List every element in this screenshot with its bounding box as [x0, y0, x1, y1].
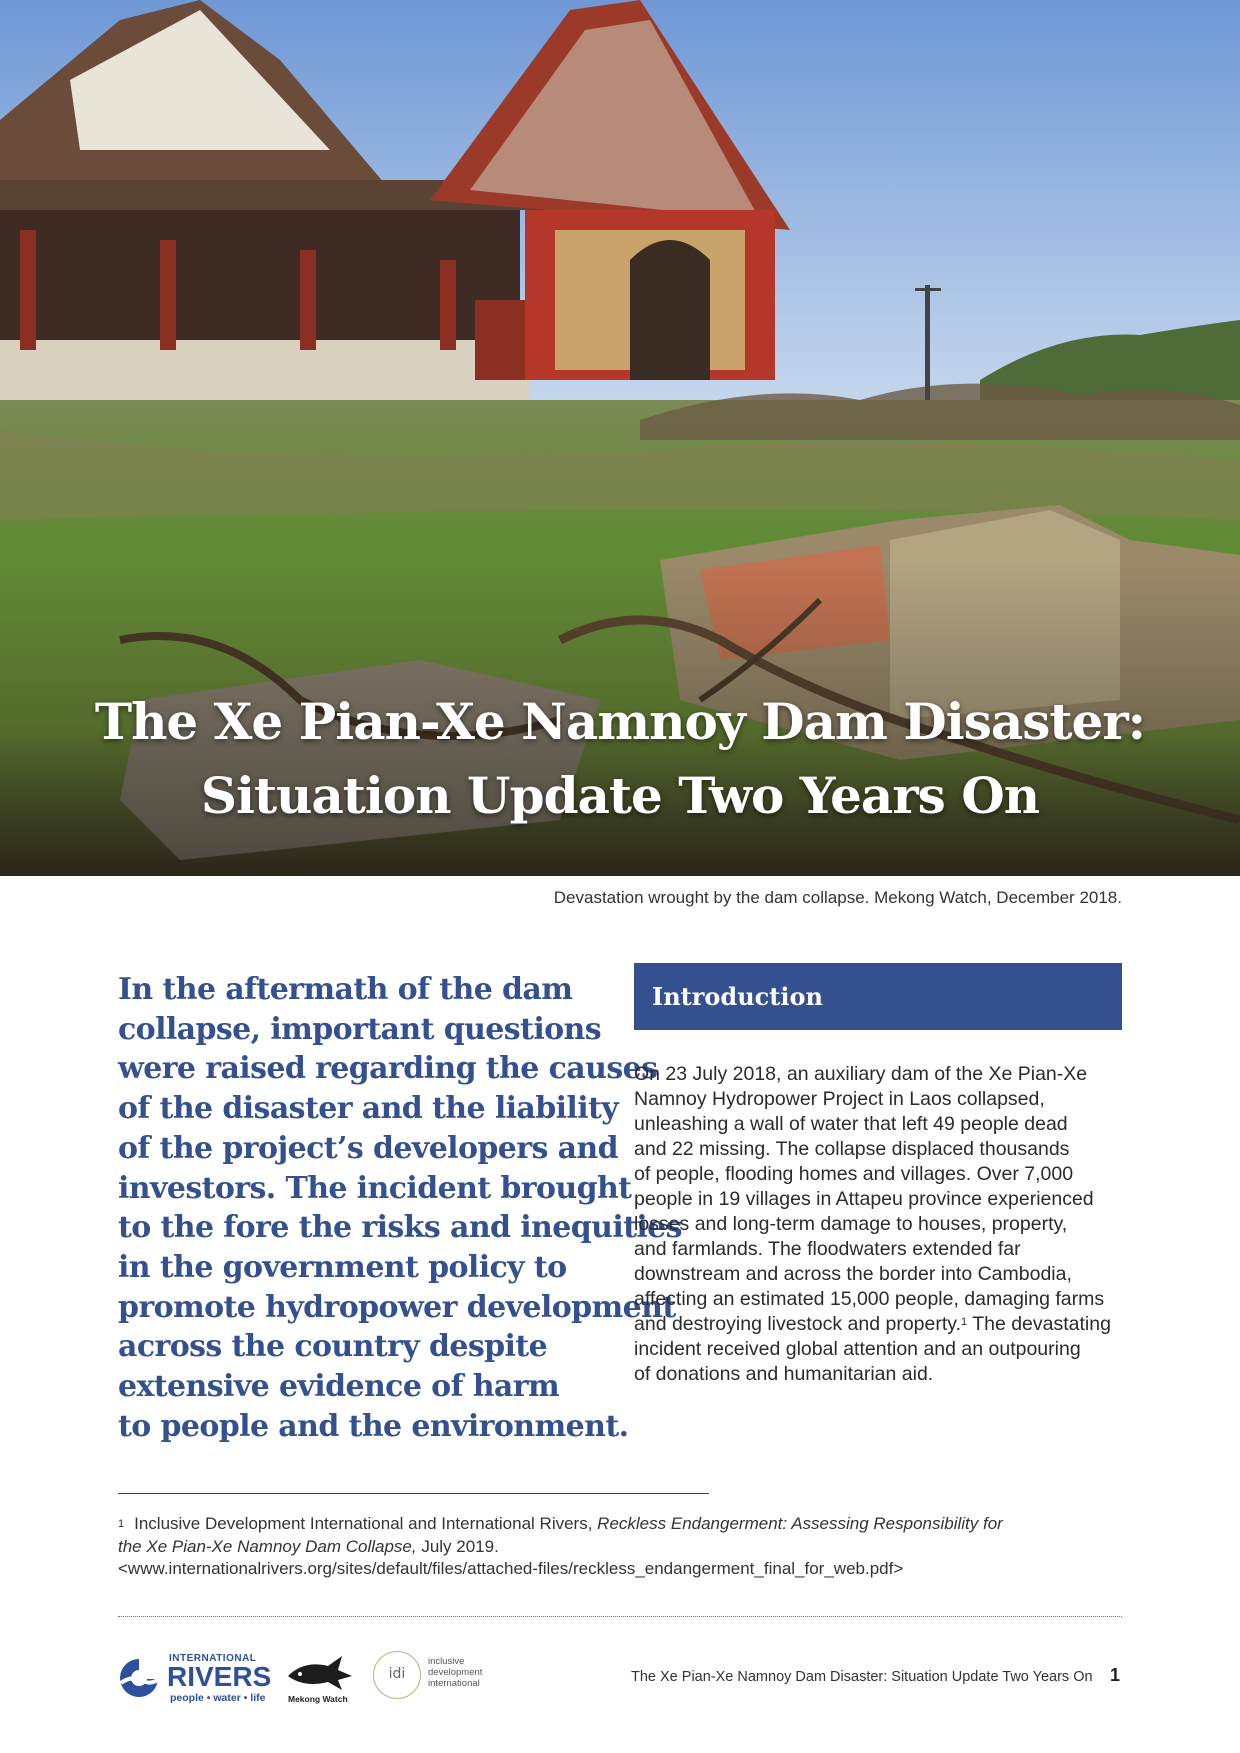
intro-line: On 23 July 2018, an auxiliary dam of the Xe Pian-Xe	[634, 1063, 1088, 1085]
footnote-reference[interactable]: 1	[961, 1316, 968, 1328]
pull-quote-line: promote hydropower development	[118, 1289, 676, 1325]
logo-text: international	[428, 1678, 480, 1689]
logo-text: development	[428, 1667, 483, 1678]
pull-quote	[118, 970, 682, 1446]
pull-quote-line: to the fore the risks and inequities	[118, 1210, 682, 1246]
intro-line: incident received global attention and an outpouring	[634, 1338, 1081, 1360]
footnote	[118, 1513, 1128, 1581]
pull-quote-line: extensive evidence of harm	[118, 1369, 560, 1405]
pull-quote-line: to people and the environment.	[118, 1408, 629, 1444]
introduction-heading-box	[634, 963, 1122, 1030]
introduction-heading: Introduction	[652, 982, 823, 1011]
footer-divider	[118, 1616, 1122, 1617]
footnote-text: July 2019.	[416, 1536, 499, 1556]
intro-line: downstream and across the border into Cambodia,	[634, 1263, 1072, 1285]
intro-line-text: The devastating	[967, 1313, 1111, 1335]
mekong-watch-logo[interactable]	[284, 1650, 356, 1706]
hero-title-line-1: The Xe Pian-Xe Namnoy Dam Disaster:	[94, 692, 1146, 751]
footnote-number: 1	[118, 1518, 125, 1530]
logo-text: INTERNATIONAL	[169, 1653, 257, 1664]
pull-quote-line: were raised regarding the causes	[118, 1051, 658, 1087]
logo-text: inclusive	[428, 1656, 465, 1667]
idi-mark: idi	[373, 1651, 421, 1699]
running-title: The Xe Pian-Xe Namnoy Dam Disaster: Situation Update Two Years On	[631, 1669, 1093, 1685]
intro-line	[634, 1312, 1126, 1337]
page-number: 1	[1110, 1665, 1121, 1685]
pull-quote-line: of the disaster and the liability	[118, 1091, 619, 1127]
international-rivers-logo[interactable]	[117, 1653, 272, 1703]
intro-line-text: and destroying livestock and property.	[634, 1313, 961, 1335]
intro-line: and 22 missing. The collapse displaced thousands	[634, 1138, 1070, 1160]
hero-photo	[0, 0, 1240, 876]
intro-line: of donations and humanitarian aid.	[634, 1363, 934, 1385]
intro-line: of people, flooding homes and villages. Over 7,000	[634, 1163, 1074, 1185]
introduction-body	[634, 1062, 1126, 1387]
pull-quote-line: of the project’s developers and	[118, 1130, 619, 1166]
intro-line: and farmlands. The floodwaters extended far	[634, 1238, 1021, 1260]
pull-quote-line: investors. The incident brought	[118, 1170, 632, 1206]
footnote-text: Inclusive Development International and International Rivers,	[134, 1514, 598, 1533]
idi-logo[interactable]	[373, 1651, 493, 1703]
pull-quote-line: in the government policy to	[118, 1249, 567, 1285]
intro-line: affecting an estimated 15,000 people, damaging farms	[634, 1288, 1105, 1310]
footnote-url[interactable]: <www.internationalrivers.org/sites/default/files/attached-files/reckless_endangerment_final_for_web.pdf>	[118, 1559, 904, 1578]
logo-text: RIVERS	[167, 1661, 272, 1692]
pull-quote-line: collapse, important questions	[118, 1011, 602, 1047]
footnote-divider	[118, 1493, 709, 1494]
footnote-citation-title: Reckless Endangerment: Assessing Responsibility for	[597, 1514, 1003, 1533]
logo-text: Mekong Watch	[288, 1694, 348, 1704]
footnote-citation-title: the Xe Pian-Xe Namnoy Dam Collapse,	[118, 1536, 417, 1556]
fish-icon	[284, 1650, 356, 1694]
intro-line: losses and long-term damage to houses, property,	[634, 1213, 1068, 1235]
river-wave-icon	[117, 1657, 161, 1697]
pull-quote-line: across the country despite	[118, 1329, 548, 1365]
intro-line: Namnoy Hydropower Project in Laos collapsed,	[634, 1088, 1045, 1110]
photo-caption: Devastation wrought by the dam collapse. Mekong Watch, December 2018.	[553, 888, 1122, 907]
logo-tagline: people • water • life	[170, 1692, 266, 1704]
hero-title-line-2: Situation Update Two Years On	[200, 766, 1040, 825]
intro-line: unleashing a wall of water that left 49 people dead	[634, 1113, 1068, 1135]
intro-line: people in 19 villages in Attapeu province experienced	[634, 1188, 1094, 1210]
pull-quote-line: In the aftermath of the dam	[118, 972, 573, 1007]
idi-logo-text	[428, 1656, 482, 1689]
